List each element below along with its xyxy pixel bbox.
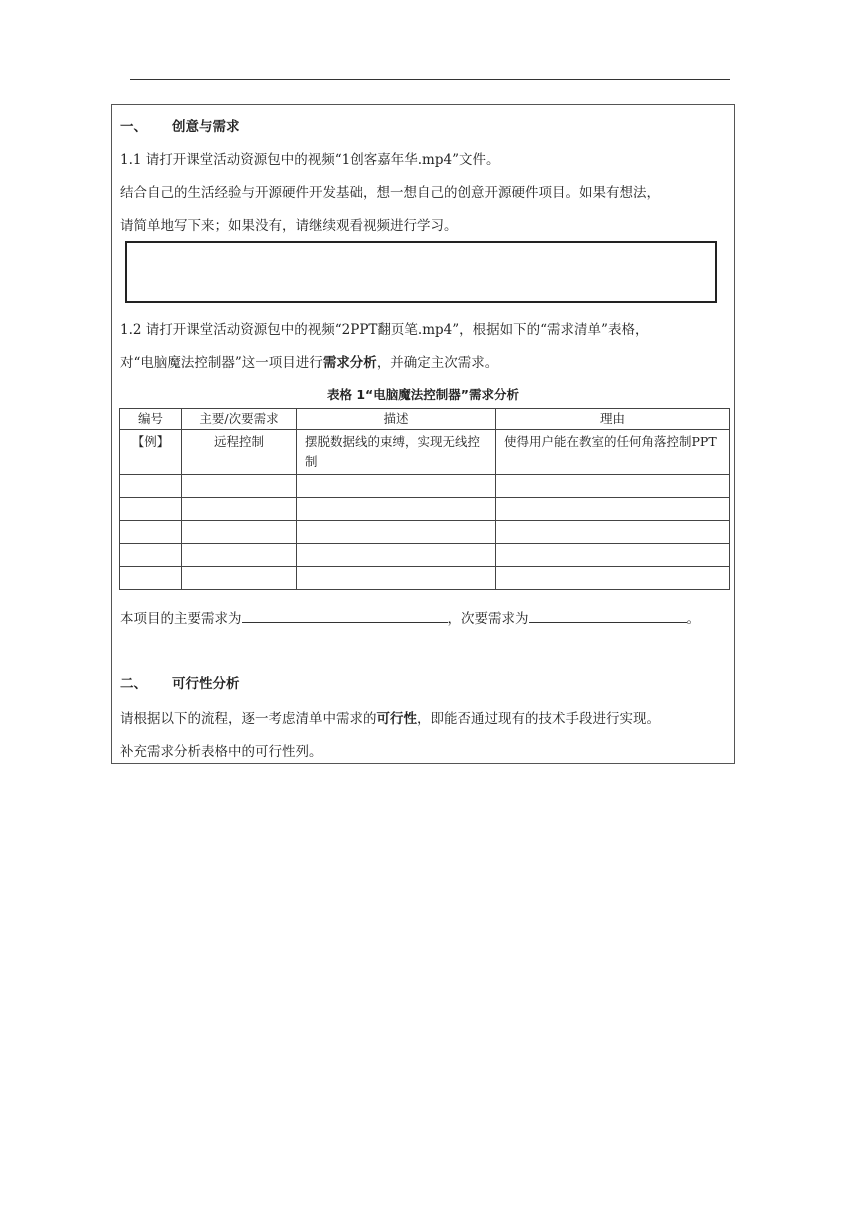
section2-instruction-1	[120, 707, 660, 727]
section1-title: 创意与需求	[172, 119, 240, 135]
table-cell[interactable]	[297, 498, 496, 521]
table-row	[120, 475, 730, 498]
table-row	[120, 567, 730, 590]
section1-instruction-1: 1.1 请打开课堂活动资源包中的视频“1创客嘉年华.mp4”文件。	[120, 152, 500, 168]
section1-instruction-3: 请简单地写下来；如果没有，请继续观看视频进行学习。	[120, 218, 458, 234]
instruction-5-text: 对“电脑魔法控制器”这一项目进行	[120, 355, 323, 371]
table-cell[interactable]	[182, 544, 297, 567]
table-cell[interactable]	[182, 475, 297, 498]
table-cell[interactable]	[496, 567, 730, 590]
table-cell: 【例】	[120, 430, 182, 475]
instruction-5-text-end: ，并确定主次需求。	[376, 355, 499, 371]
section2-title: 可行性分析	[172, 676, 240, 692]
table-cell[interactable]	[182, 521, 297, 544]
table-header-cell: 主要/次要需求	[182, 409, 297, 430]
table-cell[interactable]	[182, 498, 297, 521]
requirements-table	[119, 408, 730, 590]
section1-instruction-5	[120, 351, 498, 371]
table-cell[interactable]	[120, 521, 182, 544]
worksheet-frame	[111, 104, 735, 764]
table-row-example	[120, 430, 730, 475]
table-header-cell: 理由	[496, 409, 730, 430]
table-header-cell: 编号	[120, 409, 182, 430]
table-cell: 远程控制	[182, 430, 297, 475]
table-cell: 使得用户能在教室的任何角落控制PPT	[496, 430, 730, 475]
idea-answer-box[interactable]	[125, 241, 717, 303]
table-header-row	[120, 409, 730, 430]
page-header-rule	[130, 79, 730, 80]
fill-primary-label: 本项目的主要需求为	[120, 611, 242, 627]
requirements-fill-line	[120, 607, 700, 627]
table-cell: 摆脱数据线的束缚，实现无线控制	[297, 430, 496, 475]
table-row	[120, 521, 730, 544]
table-row	[120, 544, 730, 567]
section1-instruction-4: 1.2 请打开课堂活动资源包中的视频“2PPT翻页笔.mp4”，根据如下的“需求清单”表格，	[120, 322, 649, 338]
fill-secondary-label: ，次要需求为	[447, 611, 529, 627]
table-cell[interactable]	[120, 475, 182, 498]
section1-heading	[120, 115, 240, 135]
table-cell[interactable]	[297, 521, 496, 544]
table-cell[interactable]	[297, 475, 496, 498]
section2-instruction-2: 补充需求分析表格中的可行性列。	[120, 744, 323, 760]
section2-text-end: ，即能否通过现有的技术手段进行实现。	[417, 711, 660, 727]
table-cell[interactable]	[297, 544, 496, 567]
table-caption: 表格 1“电脑魔法控制器”需求分析	[327, 387, 519, 402]
primary-requirement-blank[interactable]	[242, 609, 448, 623]
table-cell[interactable]	[496, 544, 730, 567]
table-cell[interactable]	[496, 521, 730, 544]
section1-instruction-2: 结合自己的生活经验与开源硬件开发基础，想一想自己的创意开源硬件项目。如果有想法，	[120, 185, 660, 201]
table-cell[interactable]	[496, 475, 730, 498]
table-cell[interactable]	[120, 498, 182, 521]
table-cell[interactable]	[120, 567, 182, 590]
table-cell[interactable]	[496, 498, 730, 521]
section2-text: 请根据以下的流程，逐一考虑清单中需求的	[120, 711, 377, 727]
table-cell[interactable]	[182, 567, 297, 590]
table-cell[interactable]	[120, 544, 182, 567]
section2-heading	[120, 672, 240, 692]
instruction-5-emphasis: 需求分析	[322, 355, 377, 371]
section2-emphasis: 可行性	[376, 711, 417, 727]
table-header-cell: 描述	[297, 409, 496, 430]
fill-end: 。	[686, 611, 700, 627]
table-cell[interactable]	[297, 567, 496, 590]
section1-number: 一、	[120, 119, 147, 135]
secondary-requirement-blank[interactable]	[529, 609, 687, 623]
section2-number: 二、	[120, 676, 147, 692]
table-row	[120, 498, 730, 521]
